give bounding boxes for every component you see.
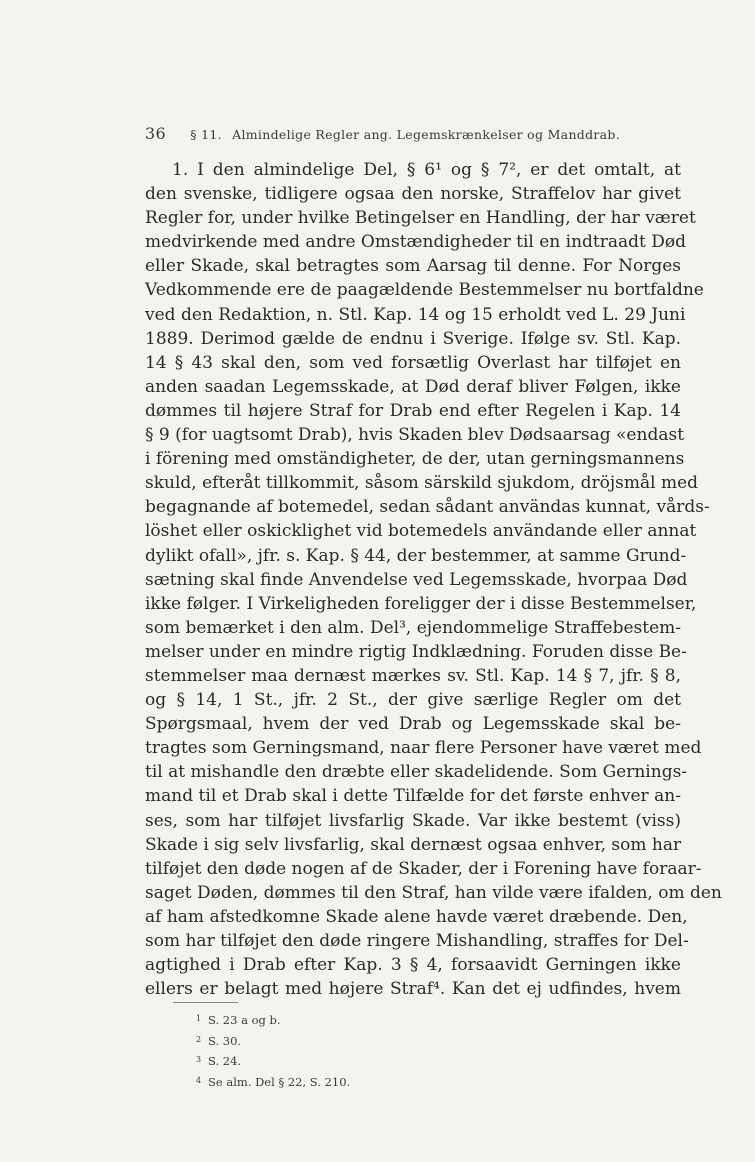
- footnote-text: S. 30.: [208, 1033, 242, 1048]
- running-header: [145, 124, 715, 143]
- footnote: [196, 1030, 350, 1051]
- text-line: stemmelser maa dernæst mærkes sv. Stl. Kap. 14 § 7, jfr. § 8,: [145, 665, 681, 686]
- text-line: mand til et Drab skal i dette Tilfælde for det første enhver an-: [145, 786, 681, 807]
- footnote-text: Se alm. Del § 22, S. 210.: [208, 1074, 351, 1089]
- page-number: 36: [145, 124, 166, 143]
- text-line: sætning skal finde Anvendelse ved Legemsskade, hvorpaa Død: [145, 569, 688, 590]
- text-line: § 9 (for uagtsomt Drab), hvis Skaden blev Dødsaarsag «endast: [145, 425, 685, 446]
- text-line: dømmes til højere Straf for Drab end efter Regelen i Kap. 14: [145, 400, 681, 421]
- text-line: ses, som har tilføjet livsfarlig Skade. Var ikke bestemt (viss): [145, 810, 681, 831]
- text-line: den svenske, tidligere ogsaa den norske, Straffelov har givet: [145, 184, 681, 205]
- footnote: [196, 1071, 350, 1092]
- text-line: 1889. Derimod gælde de endnu i Sverige. Ifølge sv. Stl. Kap.: [145, 328, 681, 349]
- text-line: löshet eller oskicklighet vid botemedels användande eller annat: [145, 521, 697, 542]
- text-line: Spørgsmaal, hvem der ved Drab og Legemsskade skal be-: [145, 714, 681, 735]
- text-line: medvirkende med andre Omstændigheder til en indtraadt Død: [145, 232, 687, 253]
- running-title: Almindelige Regler ang. Legemskrænkelser og Manddrab.: [232, 127, 620, 142]
- text-line: 14 § 43 skal den, som ved forsætlig Overlast har tilføjet en: [145, 352, 681, 373]
- section-number: § 11.: [190, 127, 222, 142]
- text-line: agtighed i Drab efter Kap. 3 § 4, forsaavidt Gerningen ikke: [145, 955, 681, 976]
- text-line: skuld, efteråt tillkommit, såsom särskild sjukdom, dröjsmål med: [145, 473, 699, 494]
- footnote-mark: 3: [196, 1055, 202, 1064]
- footnotes: [196, 1009, 350, 1091]
- text-line: som har tilføjet den døde ringere Mishandling, straffes for Del-: [145, 931, 689, 951]
- text-line: og § 14, 1 St., jfr. 2 St., der give særlige Regler om det: [145, 690, 681, 711]
- text-line: ellers er belagt med højere Straf⁴. Kan det ej udfindes, hvem: [145, 979, 681, 1000]
- text-line: dylikt ofall», jfr. s. Kap. § 44, der bestemmer, at samme Grund-: [145, 545, 687, 566]
- footnote-rule: [173, 1002, 238, 1003]
- text-line: Skade i sig selv livsfarlig, skal dernæst ogsaa enhver, som har: [145, 834, 682, 855]
- text-line: saget Døden, dømmes til den Straf, han vilde være ifalden, om den: [145, 882, 722, 903]
- footnote-text: S. 23 a og b.: [208, 1013, 281, 1027]
- text-line: Vedkommende ere de paagældende Bestemmelser nu bortfaldne: [145, 280, 704, 301]
- body-text: [145, 158, 722, 1001]
- text-line: som bemærket i den alm. Del³, ejendommelige Straffebestem-: [145, 617, 681, 638]
- text-line: tilføjet den døde nogen af de Skader, der i Forening have foraar-: [145, 858, 702, 879]
- footnote: [196, 1009, 350, 1030]
- footnote-mark: 1: [196, 1014, 202, 1023]
- footnote-mark: 4: [196, 1075, 202, 1085]
- text-line: melser under en mindre rigtig Indklædning. Foruden disse Be-: [145, 641, 687, 662]
- footnote: [196, 1050, 350, 1071]
- text-line: af ham afstedkomne Skade alene havde været dræbende. Den,: [145, 906, 688, 927]
- text-line: ikke følger. I Virkeligheden foreligger der i disse Bestemmelser,: [145, 593, 697, 614]
- text-line: tragtes som Gerningsmand, naar flere Personer have været med: [145, 738, 702, 759]
- text-line: eller Skade, skal betragtes som Aarsag til denne. For Norges: [145, 256, 681, 277]
- text-line: begagnande af botemedel, sedan sådant användas kunnat, vårds-: [145, 497, 710, 518]
- text-line: ved den Redaktion, n. Stl. Kap. 14 og 15 erholdt ved L. 29 Juni: [145, 304, 686, 325]
- footnote-text: S. 24.: [208, 1054, 242, 1068]
- text-line: til at mishandle den dræbte eller skadelidende. Som Gernings-: [145, 762, 688, 783]
- text-line: i förening med omständigheter, de der, utan gerningsmannens: [145, 449, 685, 470]
- text-line: Regler for, under hvilke Betingelser en Handling, der har været: [145, 208, 696, 229]
- text-line: 1. I den almindelige Del, § 6¹ og § 7², er det omtalt, at: [172, 160, 681, 180]
- footnote-mark: 2: [196, 1034, 202, 1044]
- text-line: anden saadan Legemsskade, at Død deraf bliver Følgen, ikke: [145, 376, 681, 397]
